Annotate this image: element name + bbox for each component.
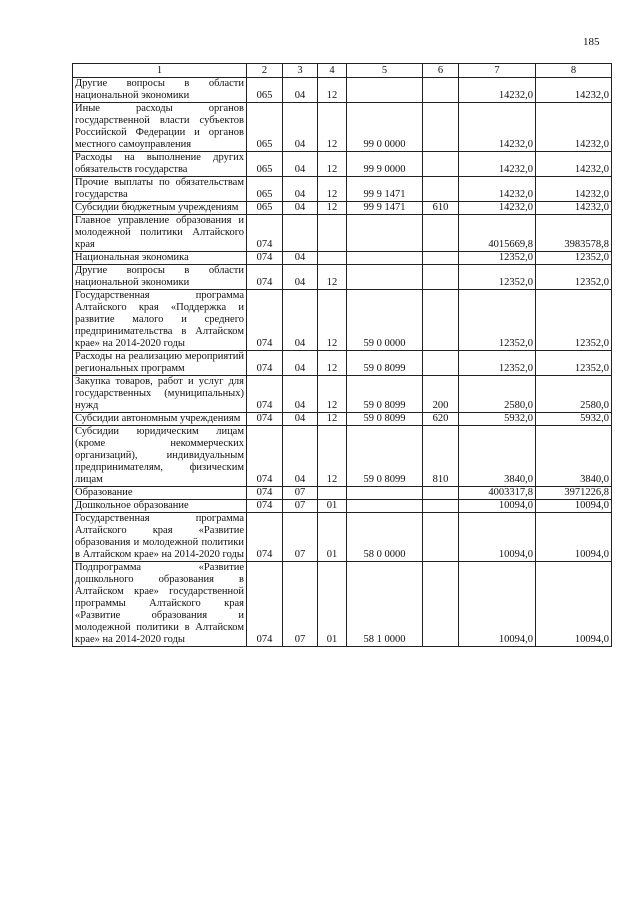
- section-code: 04: [283, 290, 318, 351]
- target-article-code: 99 9 1471: [347, 177, 423, 202]
- col-header: 8: [536, 64, 612, 78]
- ministry-code: 074: [247, 290, 283, 351]
- amount-year-2: 12352,0: [536, 351, 612, 376]
- subsection-code: [318, 215, 347, 252]
- subsection-code: 12: [318, 152, 347, 177]
- row-name: Государственная программа Алтайского края «Поддержка и развитие малого и среднего предпринимательства в Алтайском крае» на 2014-2020 годы: [73, 290, 247, 351]
- amount-year-1: 14232,0: [459, 78, 536, 103]
- table-row: [73, 426, 612, 487]
- amount-year-1: 12352,0: [459, 351, 536, 376]
- target-article-code: 59 0 8099: [347, 376, 423, 413]
- expense-type-code: [423, 177, 459, 202]
- amount-year-2: 3983578,8: [536, 215, 612, 252]
- section-code: 07: [283, 513, 318, 562]
- amount-year-1: 5932,0: [459, 413, 536, 426]
- amount-year-2: 14232,0: [536, 78, 612, 103]
- row-name: Субсидии автономным учреждениям: [73, 413, 247, 426]
- amount-year-1: 12352,0: [459, 265, 536, 290]
- target-article-code: 99 9 0000: [347, 152, 423, 177]
- amount-year-1: 14232,0: [459, 177, 536, 202]
- table-row: [73, 500, 612, 513]
- target-article-code: 58 0 0000: [347, 513, 423, 562]
- table-row: [73, 202, 612, 215]
- expense-type-code: [423, 290, 459, 351]
- row-name: Субсидии бюджетным учреждениям: [73, 202, 247, 215]
- amount-year-2: 10094,0: [536, 500, 612, 513]
- amount-year-2: 5932,0: [536, 413, 612, 426]
- ministry-code: 074: [247, 513, 283, 562]
- expense-type-code: [423, 500, 459, 513]
- expense-type-code: [423, 351, 459, 376]
- expense-type-code: 620: [423, 413, 459, 426]
- subsection-code: 12: [318, 78, 347, 103]
- section-code: 04: [283, 265, 318, 290]
- row-name: Закупка товаров, работ и услуг для государственных (муниципальных) нужд: [73, 376, 247, 413]
- row-name: Иные расходы органов государственной власти субъектов Российской Федерации и органов местного самоуправления: [73, 103, 247, 152]
- ministry-code: 074: [247, 215, 283, 252]
- amount-year-1: 3840,0: [459, 426, 536, 487]
- amount-year-1: 14232,0: [459, 103, 536, 152]
- section-code: 07: [283, 487, 318, 500]
- subsection-code: [318, 487, 347, 500]
- subsection-code: 01: [318, 513, 347, 562]
- target-article-code: 99 0 0000: [347, 103, 423, 152]
- header-row: [73, 64, 612, 78]
- ministry-code: 065: [247, 103, 283, 152]
- col-header: 4: [318, 64, 347, 78]
- section-code: 04: [283, 413, 318, 426]
- section-code: 04: [283, 78, 318, 103]
- subsection-code: 12: [318, 202, 347, 215]
- ministry-code: 074: [247, 351, 283, 376]
- row-name: Национальная экономика: [73, 252, 247, 265]
- expense-type-code: [423, 252, 459, 265]
- table-row: [73, 562, 612, 647]
- amount-year-2: 12352,0: [536, 290, 612, 351]
- expense-type-code: [423, 103, 459, 152]
- ministry-code: 074: [247, 252, 283, 265]
- amount-year-1: 10094,0: [459, 500, 536, 513]
- ministry-code: 065: [247, 152, 283, 177]
- table-row: [73, 413, 612, 426]
- subsection-code: 12: [318, 177, 347, 202]
- ministry-code: 074: [247, 487, 283, 500]
- target-article-code: 99 9 1471: [347, 202, 423, 215]
- row-name: Главное управление образования и молодежной политики Алтайского края: [73, 215, 247, 252]
- subsection-code: 12: [318, 290, 347, 351]
- target-article-code: [347, 78, 423, 103]
- section-code: 04: [283, 177, 318, 202]
- target-article-code: 59 0 0000: [347, 290, 423, 351]
- amount-year-2: 3840,0: [536, 426, 612, 487]
- subsection-code: 01: [318, 500, 347, 513]
- subsection-code: 12: [318, 265, 347, 290]
- amount-year-1: 10094,0: [459, 513, 536, 562]
- amount-year-1: 4003317,8: [459, 487, 536, 500]
- subsection-code: [318, 252, 347, 265]
- expense-type-code: [423, 78, 459, 103]
- target-article-code: [347, 500, 423, 513]
- amount-year-1: 14232,0: [459, 202, 536, 215]
- section-code: [283, 215, 318, 252]
- ministry-code: 074: [247, 413, 283, 426]
- ministry-code: 074: [247, 426, 283, 487]
- amount-year-2: 10094,0: [536, 513, 612, 562]
- section-code: 04: [283, 152, 318, 177]
- amount-year-2: 2580,0: [536, 376, 612, 413]
- amount-year-2: 14232,0: [536, 152, 612, 177]
- table-row: [73, 215, 612, 252]
- table-row: [73, 513, 612, 562]
- target-article-code: 59 0 8099: [347, 351, 423, 376]
- amount-year-1: 4015669,8: [459, 215, 536, 252]
- section-code: 07: [283, 500, 318, 513]
- expense-type-code: [423, 265, 459, 290]
- ministry-code: 074: [247, 562, 283, 647]
- table-row: [73, 103, 612, 152]
- budget-table: [72, 63, 612, 647]
- amount-year-2: 3971226,8: [536, 487, 612, 500]
- subsection-code: 12: [318, 351, 347, 376]
- table-row: [73, 376, 612, 413]
- expense-type-code: [423, 487, 459, 500]
- section-code: 04: [283, 252, 318, 265]
- amount-year-2: 14232,0: [536, 177, 612, 202]
- row-name: Другие вопросы в области национальной экономики: [73, 265, 247, 290]
- subsection-code: 01: [318, 562, 347, 647]
- table-row: [73, 290, 612, 351]
- target-article-code: 59 0 8099: [347, 426, 423, 487]
- col-header: 7: [459, 64, 536, 78]
- page-number: 185: [583, 36, 600, 48]
- table-row: [73, 78, 612, 103]
- target-article-code: 58 1 0000: [347, 562, 423, 647]
- row-name: Субсидии юридическим лицам (кроме некоммерческих организаций), индивидуальным предпринимателям, физическим лицам: [73, 426, 247, 487]
- subsection-code: 12: [318, 376, 347, 413]
- col-header: 6: [423, 64, 459, 78]
- expense-type-code: [423, 215, 459, 252]
- section-code: 07: [283, 562, 318, 647]
- row-name: Прочие выплаты по обязательствам государства: [73, 177, 247, 202]
- table-row: [73, 177, 612, 202]
- ministry-code: 065: [247, 78, 283, 103]
- expense-type-code: 810: [423, 426, 459, 487]
- ministry-code: 065: [247, 202, 283, 215]
- amount-year-2: 14232,0: [536, 103, 612, 152]
- table-row: [73, 351, 612, 376]
- target-article-code: [347, 252, 423, 265]
- target-article-code: [347, 265, 423, 290]
- ministry-code: 074: [247, 376, 283, 413]
- table-row: [73, 152, 612, 177]
- expense-type-code: [423, 562, 459, 647]
- section-code: 04: [283, 351, 318, 376]
- target-article-code: 59 0 8099: [347, 413, 423, 426]
- amount-year-2: 12352,0: [536, 252, 612, 265]
- ministry-code: 074: [247, 265, 283, 290]
- row-name: Образование: [73, 487, 247, 500]
- amount-year-2: 14232,0: [536, 202, 612, 215]
- row-name: Расходы на реализацию мероприятий региональных программ: [73, 351, 247, 376]
- subsection-code: 12: [318, 413, 347, 426]
- target-article-code: [347, 487, 423, 500]
- expense-type-code: 610: [423, 202, 459, 215]
- amount-year-2: 12352,0: [536, 265, 612, 290]
- col-header: 5: [347, 64, 423, 78]
- amount-year-2: 10094,0: [536, 562, 612, 647]
- row-name: Подпрограмма «Развитие дошкольного образования в Алтайском крае» государственной программы Алтайского края «Развитие образования и молодежной политики в Алтайском крае» на 2014-2020 годы: [73, 562, 247, 647]
- section-code: 04: [283, 426, 318, 487]
- target-article-code: [347, 215, 423, 252]
- col-header: 3: [283, 64, 318, 78]
- amount-year-1: 12352,0: [459, 290, 536, 351]
- ministry-code: 074: [247, 500, 283, 513]
- row-name: Другие вопросы в области национальной экономики: [73, 78, 247, 103]
- subsection-code: 12: [318, 103, 347, 152]
- row-name: Государственная программа Алтайского края «Развитие образования и молодежной политики в Алтайском крае» на 2014-2020 годы: [73, 513, 247, 562]
- row-name: Расходы на выполнение других обязательств государства: [73, 152, 247, 177]
- expense-type-code: [423, 152, 459, 177]
- section-code: 04: [283, 103, 318, 152]
- subsection-code: 12: [318, 426, 347, 487]
- amount-year-1: 12352,0: [459, 252, 536, 265]
- expense-type-code: [423, 513, 459, 562]
- col-header: 2: [247, 64, 283, 78]
- table-row: [73, 487, 612, 500]
- section-code: 04: [283, 376, 318, 413]
- amount-year-1: 14232,0: [459, 152, 536, 177]
- table-row: [73, 265, 612, 290]
- section-code: 04: [283, 202, 318, 215]
- amount-year-1: 10094,0: [459, 562, 536, 647]
- col-header: 1: [73, 64, 247, 78]
- ministry-code: 065: [247, 177, 283, 202]
- amount-year-1: 2580,0: [459, 376, 536, 413]
- expense-type-code: 200: [423, 376, 459, 413]
- table-row: [73, 252, 612, 265]
- row-name: Дошкольное образование: [73, 500, 247, 513]
